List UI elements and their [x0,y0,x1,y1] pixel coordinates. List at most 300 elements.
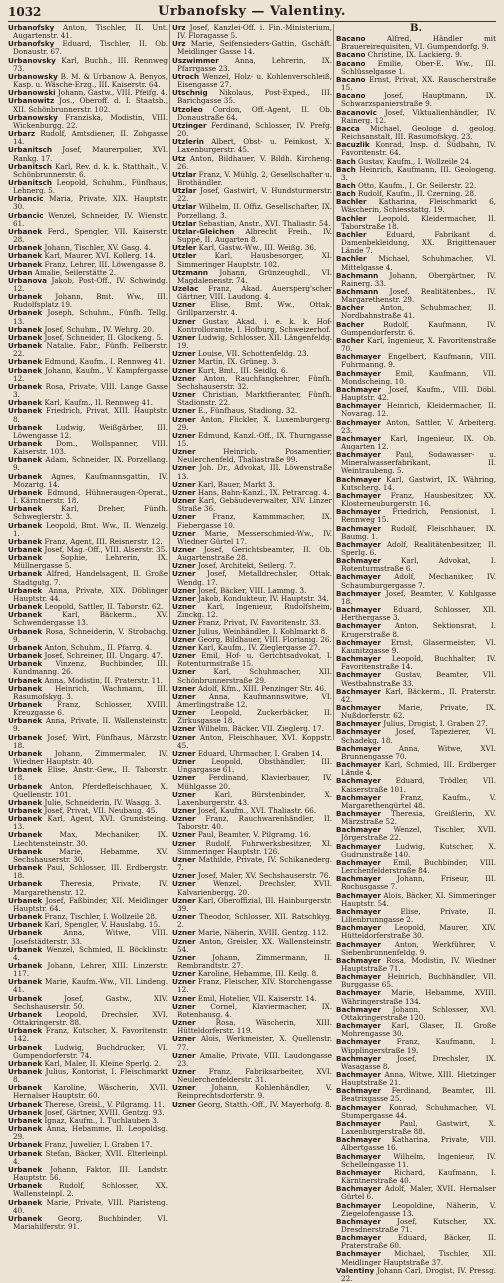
directory-entry [8,57,168,73]
directory-entry [172,1035,332,1051]
directory-entry [8,897,168,913]
entry-surname: Uzner [172,1018,196,1028]
entry-details: Dom., Wollspanner, VIII. Kaiserstr. 103. [13,438,168,457]
entry-surname: Bachmayer [336,417,381,427]
directory-entry [8,734,168,750]
entry-details: Johann, Zimmermann, II. Rembrandtstr. 27. [177,952,332,970]
directory-entry [336,402,496,418]
entry-surname: Urbancic [8,210,44,220]
entry-surname: Uzner [172,602,196,612]
directory-entry [336,1006,496,1022]
directory-entry [172,603,332,619]
directory-entry [336,451,496,475]
directory-entry [8,367,168,383]
entry-surname: Bachmayer [336,433,381,443]
entry-details: Heinrich, Kaufmann, III. Geologeng. 3. [341,164,496,182]
directory-entry [336,1169,496,1185]
directory-entry [336,141,496,157]
entry-details: Franz, Privat, IV. Favoritenstr. 33. [195,618,322,628]
entry-details: Emil, Hof- u. Gerichtsadvokat, I. Rotenturmstraße 15. [177,651,332,669]
directory-entry [336,304,496,320]
entry-surname: Bachmayer [336,743,381,753]
directory-entry [172,40,332,56]
entry-surname: Bachmayer [336,1021,381,1031]
entry-details: Josef, Beamter, V. Kohlgasse 18. [341,588,496,606]
entry-surname: Bacanovic [336,107,377,117]
entry-surname: Uzner [172,365,196,375]
entry-surname: Urbanek [8,1124,43,1134]
directory-entry [336,1153,496,1169]
entry-surname: Bachmayer [336,539,381,549]
entry-surname: Urbanek [8,398,43,408]
directory-entry [336,288,496,304]
entry-surname: Urbanek [8,1164,43,1174]
entry-details: Amalie, Private, VIII. Laudongasse 23. [177,1050,332,1068]
directory-entry [8,309,168,325]
entry-surname: Urbanek [8,920,43,930]
entry-surname: Uzner [172,512,196,522]
entry-surname: Urbanek [8,675,43,685]
entry-surname: Uzner [172,593,196,603]
entry-surname: Bachmayer [336,1184,381,1194]
directory-entry [8,212,168,228]
entry-details: Emil, Hotelier, VII. Kaiserstr. 14. [195,993,317,1003]
entry-details: Rosa, Private, VIII. Lange Gasse 3. [13,381,168,400]
directory-entry [336,541,496,557]
directory-entry [172,1052,332,1068]
entry-surname: Bachmayer [336,955,381,965]
directory-entry [8,456,168,472]
entry-surname: Bachmayer [336,605,381,615]
directory-entry [336,1071,496,1087]
entry-details: Cornel, Klaviermacher, IX. Rotenhausg. 4. [177,1001,332,1019]
directory-entry [8,424,168,440]
directory-entry [8,195,168,211]
entry-details: Agnes, Kaufmannsgattin, IV. Mozartg. 14. [13,471,168,489]
entry-surname: Uzner [172,748,196,758]
entry-surname: Bachmayer [336,906,381,916]
entry-surname: Uzner [172,830,196,840]
entry-details: Christian, Marktfieranter, Fünfh. Stadionstr. 22. [177,390,332,408]
entry-surname: Uzner [172,936,196,946]
entry-details: Wilhelm, II. Offiz. Gesellschafter, IX. Porzellang. 3. [177,202,332,220]
directory-entry [8,611,168,627]
entry-surname: Urbanek [8,781,43,791]
entry-details: Marie, Näherin, XVIII. Gentzg. 112. [195,928,329,938]
entry-details: Ignaz, Kaufm., I. Tuchlauben 3. [42,1115,160,1125]
entry-surname: Urbanek [8,553,43,563]
entry-details: Georg, Bildhauer, VIII. Florianig. 26. [195,634,332,644]
entry-details: Johann, Friseur, III. Rochusgasse 7. [341,874,496,892]
directory-entry [336,843,496,859]
entry-surname: Bachmayer [336,588,381,598]
directory-entry [172,155,332,171]
entry-details: Heinrich, Posamentier, Neulerchenfeld, Thaliastraße 99. [177,447,332,465]
entry-surname: Uzner [172,487,196,497]
entry-details: Josef, Maler, XV. Sechshauserstr. 76. [195,871,331,881]
entry-details: Anton, Sektionsrat, I. Krugerstraße 8. [341,621,496,639]
directory-entry [8,946,168,962]
entry-surname: Bachmayer [336,1118,381,1128]
entry-surname: Urbanek [8,365,43,375]
entry-surname: Urbanek [8,1067,43,1076]
entry-details: Karl, Ingenieur, IX. Ob. Augarten 12. [341,433,496,451]
entry-surname: Urbanek [8,520,43,530]
directory-entry [336,231,496,255]
entry-details: Josef, Realitätenbes., IV. Margarethenstr. 29. [341,287,496,305]
entry-details: Karl, Gebäudeverwalter, XIV. Linzer Straße 36. [177,496,332,514]
directory-entry [336,1185,496,1201]
directory-entry [8,554,168,570]
entry-surname: Urbanek [8,651,43,661]
entry-surname: Urbanowsky [8,71,58,81]
entry-details: Konrad, Insp. d. Südbahn, IV. Favoritenstr. 64. [341,140,496,158]
entry-surname: Urbanek [8,422,43,432]
entry-details: Gustav, Kaufm., I. Wollzeile 24. [355,156,472,166]
directory-entry [8,1027,168,1043]
entry-surname: Bachmayer [336,923,381,933]
entry-surname: Urbanek [8,585,43,595]
entry-surname: Uzner [172,1050,196,1060]
entry-details: Karl, Bauer, Markt 3. [195,479,275,489]
entry-details: Anna, Lehrerin, IX. Pfarrgasse 23. [177,55,332,73]
entry-surname: Uzner [172,928,196,938]
entry-details: Karl, Bäckerm., XV. Schwendergasse 13. [13,610,168,628]
directory-entry [336,76,496,92]
entry-details: Anna, Hebamme, II. Leopoldsg. 29. [13,1124,168,1142]
entry-surname: Uzner [172,757,196,767]
header-rule [8,21,496,22]
directory-entry [336,1202,496,1218]
entry-details: Franz, Juwelier, I. Graben 17. [42,1140,153,1150]
entry-details: Ludwig, Schlosser, XII. Längenfeldg. 19. [177,332,332,351]
entry-surname: Uzner [172,300,196,310]
entry-surname: Uzner [172,969,196,979]
entry-surname: Bachmayer [336,1070,381,1079]
entry-details: Gustav, Beamter, VII. Westbahnstraße 33. [341,670,496,688]
entry-details: Anton, Werkführer, V. Siebenbrunnenfeldg. 9. [341,939,496,957]
directory-entry [8,864,168,880]
entry-surname: Bach [336,180,356,190]
entry-details: Karl, Maurer, XVI. Kollerg. 14. [42,251,156,261]
entry-surname: Bachler [336,254,367,264]
directory-entry [8,1044,168,1060]
directory-entry [336,957,496,973]
entry-details: Marie, Kaufm.-Ww., VII. Lindeng. 41. [13,977,168,995]
directory-entry [336,386,496,402]
entry-surname: Bach [336,189,356,199]
directory-entry [8,783,168,799]
entry-surname: Bachmayer [336,702,381,712]
entry-details: Jakob, Post-Off., IV. Schwindg. 12. [13,275,168,293]
entry-surname: Uzner [172,708,196,718]
entry-details: Heinrich, Buchhändler, VII. Burggasse 65. [341,972,496,990]
entry-details: Rudolf, Schlosser, XX. Wallensteinpl. 2. [13,1181,168,1199]
entry-details: Leopold, Bmt. Ww., II. Wenzelg. 1. [13,520,168,538]
entry-surname: Uzner [172,545,196,554]
entry-surname: Uzner [172,332,196,342]
entry-details: Karl, Bäckerm., II. Praterstr. 42. [341,686,496,704]
entry-surname: Urbanek [8,1115,43,1125]
directory-entry [172,203,332,219]
directory-entry [8,831,168,847]
entry-surname: Urbanowsky [8,112,58,122]
entry-surname: Urbanowitz [8,96,55,106]
directory-entry [8,24,168,40]
directory-entry [172,1019,332,1035]
entry-details: Jos., Oberoff. d. I. Staatsb., XII. Schönbrunnerstr. 102. [13,96,168,114]
directory-entry [8,766,168,782]
directory-entry [8,440,168,456]
directory-entry [172,269,332,285]
entry-details: Karl, Gastw.-Ww., III. Weißg. 36. [196,243,317,253]
entry-surname: Urbanek [8,912,43,922]
directory-entry [336,688,496,704]
entry-details: Josef, Maurerpolier, XVI. Rankg. 17. [13,145,168,163]
entry-details: Amalie, Seilerstätte 2. [32,267,116,277]
entry-surname: Urbanek [8,324,43,334]
directory-entry [336,1267,496,1283]
entry-surname: Bachmann [336,270,379,280]
entry-surname: Bachmayer [336,474,381,484]
entry-details: Theresia, Private, IV. Margarethenstr. 12. [13,879,168,897]
entry-details: Julius, Drogist, I. Graben 27. [380,719,488,729]
entry-details: Anton, Fleischhauer, XVI. Koppstr. 45. [177,732,332,750]
entry-details: Marie, Seifensieders-Gattin, Gschäft. Meidlinger Gasse 14. [177,39,332,57]
entry-details: Alois, Bäcker, XI. Simmeringer Hauptstr. 54. [341,890,496,908]
entry-details: Josef, Schuhm., IV. Wehrg. 20. [42,324,155,334]
entry-surname: Utzlar [172,202,197,212]
column-divider [169,24,170,740]
directory-entry [8,1215,168,1231]
entry-details: Michael, Geologe d. geolog. Reichsanstalt, III. Rasumofskyg. 23. [341,123,496,142]
directory-entry [8,163,168,179]
entry-details: Michael, Schuhmacher, VI. Mittelgasse 4. [341,254,496,272]
directory-entry [336,639,496,655]
entry-surname: Bachmayer [336,1249,381,1259]
entry-surname: Bachmayer [336,857,381,867]
entry-details: Josef, Gastwirt, V. Hundsturmerstr. 22. [177,186,332,204]
directory-entry [8,717,168,733]
entry-surname: Bachmayer [336,727,381,737]
entry-details: Anton, Rauchfangkehrer, Fünfh. Sechshauserstr. 32. [177,373,332,391]
directory-entry [336,573,496,589]
entry-surname: Bachmayer [336,1151,381,1161]
entry-surname: Urbanofsky [8,23,55,32]
entry-surname: Urbanek [8,960,43,970]
entry-surname: Urbanek [8,1197,43,1207]
entry-details: Rosa, Modistin, IV. Wiedner Hauptstraße 71. [341,955,496,973]
entry-details: Rudolf, Fuhrwerksbesitzer, XI. Simmeringer Hauptstr. 126. [177,838,332,856]
entry-surname: Urbanek [8,292,43,302]
directory-entry [172,513,332,529]
entry-details: Rudolf, Kaufmann, IV. Gumpendorferstr. 6. [341,319,496,337]
entry-surname: Uzner [172,895,196,905]
entry-details: Theodor, Schlosser, XII. Ratschkyg. 2. [177,912,332,930]
directory-entry [8,97,168,113]
entry-surname: Uzner [172,642,196,652]
entry-surname: Urbanek [8,455,43,465]
entry-details: Johann, Obergärtner, IV. Rainerg. 33. [341,270,496,288]
entry-details: Richard, Kaufmann, I. Kärntnerstraße 40. [341,1167,496,1186]
entry-surname: Urbanek [8,863,43,873]
entry-details: Sebastian, Anstr., XVI. Thaliastr. 54. [196,218,331,228]
directory-entry [172,334,332,350]
entry-details: Ludwig, Buchdrucker, VI. Gumpendorferstr. 74. [13,1042,168,1060]
entry-surname: Urbanek [8,732,43,742]
entry-details: Wenzel, Drechsler, XVII. Kalvarienbergg. 20. [177,879,332,897]
directory-entry [172,652,332,668]
entry-details: Ernst, Glasermeister, VI. Kaunitzgasse 9. [341,637,496,655]
entry-surname: Urbanek [8,243,43,253]
entry-surname: Urbanek [8,610,43,620]
entry-surname: Urbanek [8,1181,43,1191]
directory-entry [8,1150,168,1166]
entry-surname: Bachmayer [336,654,381,664]
directory-entry [336,525,496,541]
directory-entry [8,228,168,244]
entry-surname: Uszwimmer [172,55,219,65]
entry-surname: Urbanek [8,977,43,987]
entry-details: Adolf, Maler, XVII. Hernalser Gürtel 6. [341,1184,496,1202]
directory-entry [336,794,496,810]
directory-entry [172,1101,332,1109]
entry-surname: Urbanek [8,259,43,269]
entry-surname: Bachmayer [336,1102,381,1112]
entry-surname: Urbanek [8,381,43,391]
entry-details: Johann, Tischler, XV. Gasg. 4. [42,243,151,253]
directory-entry [8,701,168,717]
entry-surname: Urbanek [8,545,43,554]
directory-entry [336,492,496,508]
entry-surname: Urbanek [8,536,43,546]
entry-details: Leopold, Buchhalter, IV. Favoritenstraße 14. [341,654,496,672]
entry-surname: Urbanek [8,814,43,824]
entry-surname: Uzner [172,316,196,326]
directory-entry [336,215,496,231]
entry-details: Edmund, Kanzl.-Off., IX. Thurngasse 15. [177,430,332,448]
entry-details: Louise, VII. Schottenfeldg. 23. [195,349,309,359]
entry-details: Josef, Kaufm., XVI. Thaliastr. 66. [195,806,317,815]
entry-surname: Bachmayer [336,792,381,802]
entry-details: Franz, Hausbesitzer, XX. Klosterneuburgerstr. 16. [341,490,496,509]
entry-surname: Uzner [172,618,196,628]
entry-surname: Uzner [172,879,196,889]
entry-details: Josef, Viktualienhändler, IV. Rainerg. 12. [341,107,496,125]
entry-details: Albert, Obst- u. Feinkost, X. Laxenburgerstr. 45. [177,137,332,155]
entry-surname: Uzner [172,871,196,881]
directory-entry [336,476,496,492]
directory-entry [336,859,496,875]
directory-entry [336,92,496,108]
entry-surname: Bachler [336,197,367,207]
entry-details: Johann Carl, Drogist, IV. Pressg. 22. [341,1265,496,1283]
directory-entry [172,815,332,831]
directory-entry [336,892,496,908]
entry-details: Rosa, Wäscherin, XIII. Hütteldorferstr. 119. [177,1018,332,1036]
entry-details: Josef, Drechsler, IX. Wasagasse 8. [341,1053,496,1071]
directory-entry [8,1084,168,1100]
directory-entry [172,570,332,586]
directory-entry [8,1166,168,1182]
directory-entry [172,938,332,954]
column-2 [172,23,332,1109]
entry-details: Franz, Akad. Auersperg'scher Gärtner, VIII. Laudong. 4. [177,284,332,302]
directory-entry [336,337,496,353]
entry-surname: Urbanek [8,1213,43,1223]
entry-details: Friedrich, Privat, XIII. Hauptstr. 8. [13,406,168,424]
entry-surname: Urbanek [8,251,43,261]
directory-entry [8,1068,168,1084]
directory-entry [172,774,332,790]
entry-details: Ludwig, Weißgärber, III. Löwengasse 12. [13,422,168,440]
entry-details: Katharina, Fleischmarkt 6, Wäscherin, Schiesstattg. 19. [341,197,496,215]
entry-surname: Bachmayer [336,556,381,566]
entry-surname: Uzner [172,349,196,359]
entry-details: Karl, Gastwirt, IX. Währing, Kutscherg. 14. [341,474,496,492]
entry-details: Josef, Hauptmann, IX. Schwarzspanierstraße 9. [341,91,496,109]
entry-details: Karl, Agent, XVI. Grundsteing. 13. [13,814,168,832]
entry-surname: Bachler [336,213,367,223]
directory-entry [336,60,496,76]
entry-surname: Uzner [172,626,196,636]
entry-details: Max, Mechaniker, IX. Liechtensteinstr. 30. [13,830,168,848]
directory-entry [8,505,168,521]
entry-surname: Urbanek [8,683,43,693]
directory-entry [172,73,332,89]
entry-details: Paul, Beamter, V. Pilgramg. 16. [195,830,311,840]
entry-surname: Bachmayer [336,1167,381,1177]
entry-surname: Urbanek [8,504,43,514]
entry-details: Karl, Glaser, II. Große Mohrengasse 30. [341,1021,496,1039]
entry-details: Adolf, Mechaniker, IV. Schaumburgergasse 7. [341,572,496,590]
entry-details: Anna, Private, XIX. Döblinger Hauptstr. 44. [13,585,168,603]
directory-entry [336,255,496,271]
entry-details: Christine, IX. Lackierg. 9. [365,50,462,60]
entry-surname: Uzner [172,414,196,424]
entry-surname: Urbanek [8,797,43,807]
entry-details: Ferdinand, Schlosser, IV. Prefg. 20. [177,120,332,139]
directory-entry [172,1068,332,1084]
entry-surname: Urbanek [8,438,43,448]
entry-surname: Bacano [336,74,366,84]
entry-details: Anton, Tischler, II. Unt. Augartenstr. 41. [13,23,168,41]
directory-entry [172,57,332,73]
entry-details: Leopold, Kleidermacher, II. Taborstraße 18. [341,213,496,231]
section-letter: B. [410,23,422,34]
directory-entry [336,35,496,51]
entry-surname: Utzlar [172,169,197,179]
entry-surname: Urbanek [8,846,43,856]
entry-surname: Bachmayer [336,1004,381,1014]
entry-surname: Urbanek [8,1083,43,1093]
entry-details: Johann, Schlosser, XVI. Ottakringerstraße 120. [341,1004,496,1022]
entry-details: Wenzel, Tischler, XVII. Jörgerstraße 22. [341,825,496,843]
entry-surname: Urbanek [8,993,43,1003]
entry-surname: Uzner [172,838,196,848]
entry-details: Josef, Schneider, II. Glockeng. 5. [42,332,164,342]
directory-entry [336,109,496,125]
directory-entry [172,24,332,40]
entry-details: Karl, Hausbesorger, XI. Simmeringer Hauptstr. 102. [177,251,332,269]
directory-entry [336,590,496,606]
directory-entry [8,570,168,586]
directory-entry [336,1120,496,1136]
entry-surname: Urbanek [8,569,43,579]
entry-details: Josef, Metalldrechsler, Ottak. Wendg. 17. [177,569,332,587]
entry-details: Josef, Architekt, Seilerg. 7. [195,561,296,571]
entry-surname: Uzner [172,732,196,742]
